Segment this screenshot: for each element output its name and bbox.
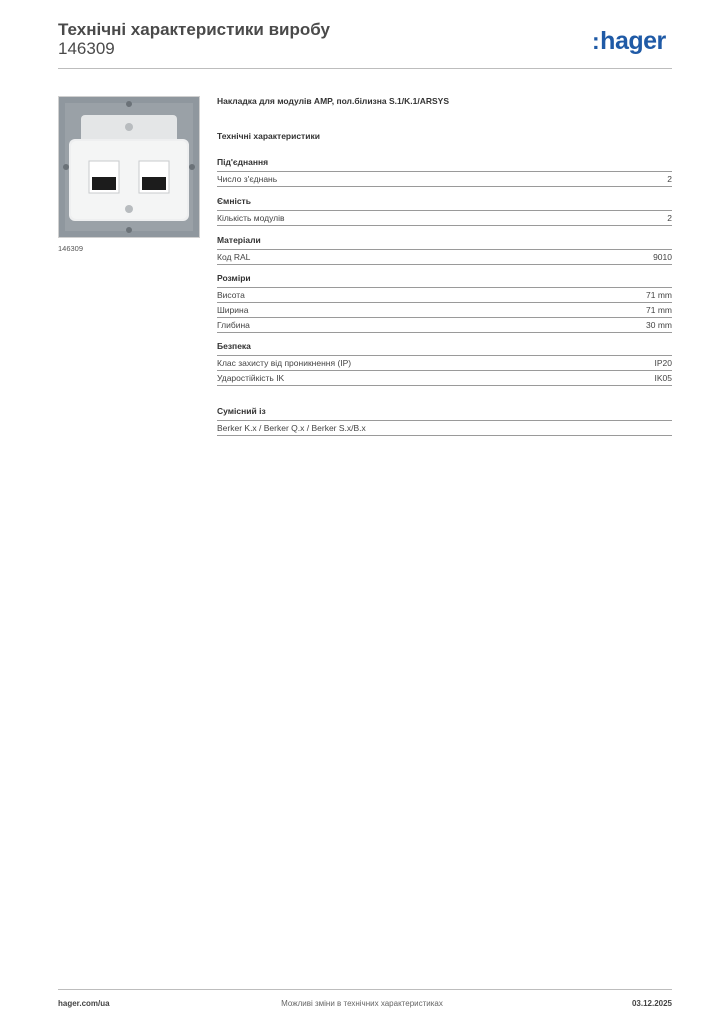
spec-label: Глибина [217, 320, 250, 330]
specs-title: Технічні характеристики [217, 131, 320, 141]
spec-value: 71 mm [646, 305, 672, 315]
logo-text: hager [600, 27, 666, 55]
section-title: Безпека [217, 341, 251, 351]
section-title: Сумісний із [217, 406, 266, 416]
spec-row [217, 355, 672, 370]
section-materials [217, 235, 672, 265]
spec-value: IK05 [654, 373, 672, 383]
section-compatible [217, 406, 672, 436]
spec-value: IP20 [654, 358, 672, 368]
spec-label: Число з'єднань [217, 174, 278, 184]
page-title: Технічні характеристики виробу [58, 20, 330, 39]
product-photo [58, 96, 200, 238]
spec-value: 71 mm [646, 290, 672, 300]
section-title: Матеріали [217, 235, 261, 245]
spec-label: Ударостійкість IK [217, 373, 285, 383]
logo-colon: : [592, 28, 600, 54]
product-code: 146309 [58, 39, 115, 58]
section-safety [217, 341, 672, 386]
spec-label: Висота [217, 290, 245, 300]
spec-value: 2 [667, 213, 672, 223]
footer-note: Можливі зміни в технічних характеристиках [281, 999, 443, 1008]
spec-label: Berker K.x / Berker Q.x / Berker S.x/B.x [217, 423, 366, 433]
footer-date: 03.12.2025 [631, 999, 672, 1008]
product-name: Накладка для модулів AMP, пол.білизна S.1/K.1/ARSYS [217, 96, 449, 106]
section-title: Ємність [217, 196, 251, 206]
product-photo-icon [59, 97, 199, 237]
footer-divider [58, 989, 672, 990]
spec-label: Кількість модулів [217, 213, 285, 223]
section-title: Розміри [217, 273, 251, 283]
spec-value: 9010 [653, 252, 672, 262]
section-title: Під'єднання [217, 157, 269, 167]
spec-row [217, 317, 672, 333]
spec-row [217, 171, 672, 187]
spec-label: Код RAL [217, 252, 251, 262]
spec-value: 30 mm [646, 320, 672, 330]
spec-value: 2 [667, 174, 672, 184]
section-dimensions [217, 273, 672, 333]
spec-row [217, 249, 672, 265]
header-divider [58, 68, 672, 69]
spec-label: Клас захисту від проникнення (IP) [217, 358, 352, 368]
photo-caption: 146309 [58, 244, 84, 253]
spec-row [217, 370, 672, 386]
spec-row [217, 210, 672, 226]
hager-logo [592, 29, 666, 54]
spec-row [217, 287, 672, 302]
footer-website-link[interactable]: hager.com/ua [58, 999, 110, 1008]
spec-label: Ширина [217, 305, 249, 315]
spec-row [217, 420, 672, 436]
section-capacity [217, 196, 672, 226]
spec-row [217, 302, 672, 317]
section-connection [217, 157, 672, 187]
